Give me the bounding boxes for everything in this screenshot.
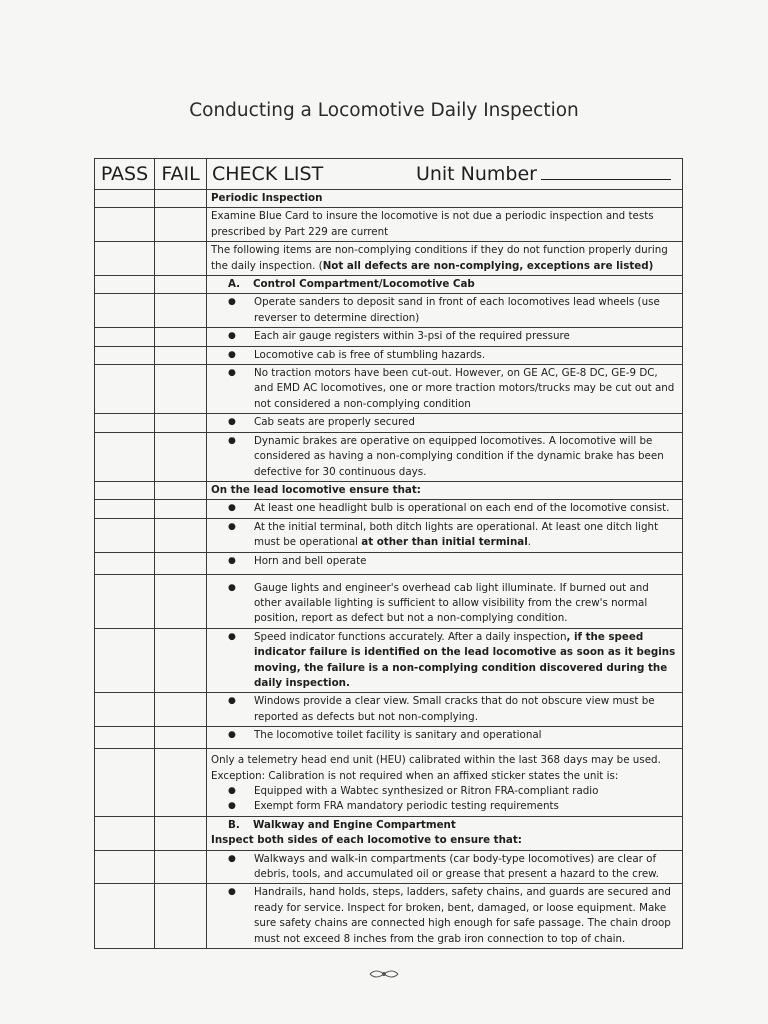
table-row	[95, 481, 683, 499]
fail-header: FAIL	[155, 159, 207, 190]
pass-cell[interactable]	[95, 414, 155, 432]
fail-cell[interactable]	[155, 850, 207, 884]
section-b-title: Walkway and Engine Compartment	[253, 818, 456, 831]
section-a-letter: A.	[228, 278, 241, 291]
inspection-checklist-table	[94, 158, 683, 949]
ditch-text: At the initial terminal, both ditch lights are operational. At least one ditch light must be operational	[254, 520, 659, 549]
item-text: Operate sanders to deposit sand in front of each locomotives lead wheels (use reverser to determine direction)	[254, 296, 660, 324]
fail-cell[interactable]	[155, 481, 207, 499]
checklist-item	[207, 414, 683, 432]
table-row	[95, 518, 683, 552]
fail-cell[interactable]	[155, 190, 207, 208]
item-text: At least one headlight bulb is operational on each end of the locomotive consist.	[254, 502, 670, 515]
table-row	[95, 884, 683, 949]
pass-cell[interactable]	[95, 242, 155, 276]
table-row	[95, 208, 683, 242]
pass-cell[interactable]	[95, 518, 155, 552]
bullet-icon: ●	[228, 730, 236, 741]
pass-cell[interactable]	[95, 294, 155, 328]
speed-text: Speed indicator functions accurately. After a daily inspection	[254, 630, 567, 643]
table-row	[95, 816, 683, 850]
table-row	[95, 294, 683, 328]
telemetry-bullet: Exempt form FRA mandatory periodic testing requirements	[254, 800, 559, 813]
table-row	[95, 727, 683, 749]
periodic-heading: Periodic Inspection	[207, 190, 683, 208]
lead-locomotive-heading: On the lead locomotive ensure that:	[207, 481, 683, 499]
bullet-icon: ●	[228, 368, 236, 379]
pass-header: PASS	[95, 159, 155, 190]
checklist-header	[207, 159, 683, 190]
checklist-item	[207, 850, 683, 884]
fail-cell[interactable]	[155, 693, 207, 727]
page-title: Conducting a Locomotive Daily Inspection	[189, 100, 579, 121]
bullet-icon: ●	[228, 331, 236, 342]
checklist-item	[207, 328, 683, 346]
inspect-both-sides: Inspect both sides of each locomotive to ensure that:	[211, 834, 522, 847]
telemetry-item	[207, 749, 683, 817]
table-row	[95, 574, 683, 628]
bullet-icon: ●	[228, 417, 236, 428]
fail-cell[interactable]	[155, 365, 207, 414]
bullet-icon: ●	[228, 853, 236, 864]
checklist-item	[207, 884, 683, 949]
item-text: Locomotive cab is free of stumbling hazards.	[254, 348, 486, 361]
item-text: Dynamic brakes are operative on equipped locomotives. A locomotive will be considered as having a non-complying condition if the dynamic brake has been defective for 30 continuous days.	[254, 434, 664, 478]
bullet-icon: ●	[228, 503, 236, 514]
table-row	[95, 346, 683, 364]
checklist-item	[207, 500, 683, 518]
table-row	[95, 365, 683, 414]
blue-card-item: Examine Blue Card to insure the locomotive is not due a periodic inspection and tests prescribed by Part 229 are current	[207, 208, 683, 242]
checklist-item	[207, 628, 683, 693]
telemetry-line-2: Exception: Calibration is not required when an affixed sticker states the unit is:	[211, 769, 619, 782]
fail-cell[interactable]	[155, 628, 207, 693]
table-row	[95, 432, 683, 481]
intro-text: The following items are non-complying conditions if they do not function properly during the daily inspection. (	[211, 244, 668, 272]
fail-cell[interactable]	[155, 574, 207, 628]
pass-cell[interactable]	[95, 552, 155, 574]
fail-cell[interactable]	[155, 242, 207, 276]
table-row	[95, 693, 683, 727]
fail-cell[interactable]	[155, 727, 207, 749]
pass-cell[interactable]	[95, 693, 155, 727]
checklist-item	[207, 727, 683, 749]
fail-cell[interactable]	[155, 884, 207, 949]
item-text: No traction motors have been cut-out. However, on GE AC, GE-8 DC, GE-9 DC, and EMD AC locomotives, one or more traction motors/trucks may be cut out and not considered a non-complying condition	[254, 367, 675, 410]
item-text: Gauge lights and engineer's overhead cab light illuminate. If burned out and other available lighting is sufficient to allow visibility from the crew's normal position, report as defect but not a non-complying condition.	[254, 581, 649, 625]
pass-cell[interactable]	[95, 727, 155, 749]
bullet-icon: ●	[228, 297, 236, 308]
checklist-label: CHECK LIST	[212, 163, 324, 185]
pass-cell[interactable]	[95, 432, 155, 481]
table-row	[95, 328, 683, 346]
checklist-item	[207, 365, 683, 414]
fail-cell[interactable]	[155, 346, 207, 364]
table-row	[95, 628, 683, 693]
fail-cell[interactable]	[155, 816, 207, 850]
pass-cell[interactable]	[95, 190, 155, 208]
item-text: The locomotive toilet facility is sanitary and operational	[254, 729, 542, 742]
pass-cell[interactable]	[95, 816, 155, 850]
fail-cell[interactable]	[155, 414, 207, 432]
telemetry-line-1: Only a telemetry head end unit (HEU) calibrated within the last 368 days may be used.	[211, 754, 661, 767]
bullet-icon: ●	[228, 786, 236, 796]
bullet-icon: ●	[228, 582, 236, 593]
bullet-icon: ●	[228, 521, 236, 532]
bullet-icon: ●	[228, 631, 236, 642]
pass-cell[interactable]	[95, 884, 155, 949]
pass-cell[interactable]	[95, 500, 155, 518]
bullet-icon: ●	[228, 349, 236, 360]
fail-cell[interactable]	[155, 208, 207, 242]
item-text: Horn and bell operate	[254, 554, 367, 567]
fail-cell[interactable]	[155, 518, 207, 552]
bullet-icon: ●	[228, 555, 236, 566]
pass-cell[interactable]	[95, 749, 155, 817]
pass-cell[interactable]	[95, 276, 155, 294]
telemetry-bullet: Equipped with a Wabtec synthesized or Ritron FRA-compliant radio	[254, 785, 599, 797]
section-a-heading	[207, 276, 683, 294]
ditch-bold-text: at other than initial terminal	[361, 536, 528, 549]
item-text	[254, 630, 678, 692]
checklist-item	[207, 574, 683, 628]
item-text: Handrails, hand holds, steps, ladders, safety chains, and guards are secured and ready for service. Inspect for broken, bent, damaged, or loose equipment. Make sure safety chains are connected high enough for safe passage. The chain droop must not exceed 8 inches from the grab iron connection to top of chain.	[254, 886, 671, 945]
fail-cell[interactable]	[155, 432, 207, 481]
item-text: Each air gauge registers within 3-psi of the required pressure	[254, 330, 570, 343]
pass-cell[interactable]	[95, 365, 155, 414]
table-row	[95, 500, 683, 518]
ditch-text-end: .	[527, 536, 532, 549]
fail-cell[interactable]	[155, 500, 207, 518]
bullet-icon: ●	[228, 801, 236, 812]
table-row	[95, 276, 683, 294]
table-row	[95, 242, 683, 276]
pass-cell[interactable]	[95, 346, 155, 364]
pass-cell[interactable]	[95, 628, 155, 693]
fail-cell[interactable]	[155, 749, 207, 817]
bullet-icon: ●	[228, 696, 236, 707]
fail-cell[interactable]	[155, 328, 207, 346]
fail-cell[interactable]	[155, 276, 207, 294]
table-row	[95, 552, 683, 574]
checklist-item	[207, 552, 683, 574]
pass-cell[interactable]	[95, 481, 155, 499]
item-text	[254, 520, 678, 551]
item-text: Cab seats are properly secured	[254, 416, 415, 429]
item-text: Windows provide a clear view. Small cracks that do not obscure view must be reported as defects but not non-complying.	[254, 695, 655, 723]
unit-number-label: Unit Number	[415, 163, 537, 185]
section-b-heading	[207, 816, 683, 850]
fail-cell[interactable]	[155, 552, 207, 574]
section-a-title: Control Compartment/Locomotive Cab	[253, 278, 475, 291]
intro-bold-text: Not all defects are non-complying, exceptions are listed)	[322, 259, 654, 272]
footer-ornament-icon	[368, 967, 400, 981]
section-b-letter: B.	[228, 818, 240, 831]
item-text: Walkways and walk-in compartments (car body-type locomotives) are clear of debris, tools, and accumulated oil or grease that present a hazard to the crew.	[254, 852, 659, 881]
checklist-item	[207, 693, 683, 727]
table-row	[95, 850, 683, 884]
non-complying-intro	[207, 242, 683, 276]
checklist-item	[207, 294, 683, 328]
table-row	[95, 414, 683, 432]
unit-number-field[interactable]	[416, 159, 671, 189]
header-row	[95, 159, 683, 190]
table-row	[95, 190, 683, 208]
pass-cell[interactable]	[95, 208, 155, 242]
pass-cell[interactable]	[95, 574, 155, 628]
checklist-item	[207, 346, 683, 364]
bullet-icon: ●	[228, 435, 236, 446]
table-row	[95, 749, 683, 817]
pass-cell[interactable]	[95, 850, 155, 884]
bullet-icon: ●	[228, 887, 236, 898]
checklist-item	[207, 518, 683, 552]
checklist-item	[207, 432, 683, 481]
pass-cell[interactable]	[95, 328, 155, 346]
unit-number-blank[interactable]	[541, 161, 671, 180]
fail-cell[interactable]	[155, 294, 207, 328]
speed-bold-text: , if the speed indicator failure is identified on the lead locomotive as soon as it begins moving, the failure is a non-complying condition discovered during the daily inspection.	[254, 630, 676, 689]
